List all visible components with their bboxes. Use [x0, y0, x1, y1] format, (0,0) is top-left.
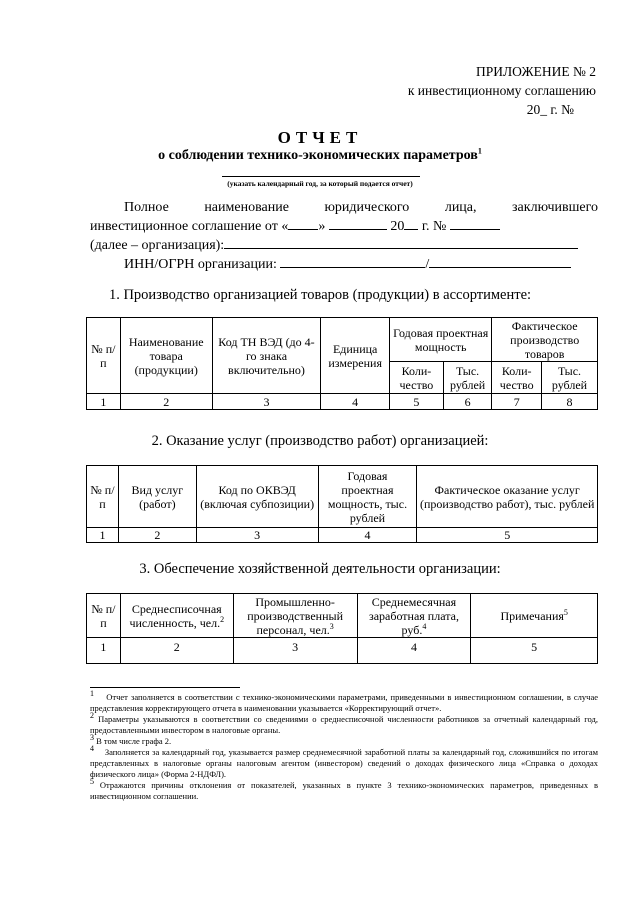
- col-header-design-capacity: Годовая проектная мощность: [389, 318, 491, 362]
- table-row: [87, 528, 598, 543]
- appendix-agreement: к инвестиционному соглашению: [407, 83, 596, 98]
- footnote-5: 5 Отражаются причины отклонения от показателей, указанных в пункте 3 технико-экономических параметров, приведенных в инвестиционном соглашении.: [90, 777, 599, 801]
- column-number: 5: [389, 394, 443, 410]
- column-number: 4: [321, 394, 390, 410]
- inn-field[interactable]: [280, 255, 425, 268]
- col-header-unit: Единица измерения: [321, 318, 390, 394]
- report-title: ОТЧЕТ: [277, 128, 363, 147]
- col-header-thousand-rub: Тыс. рублей: [443, 362, 492, 394]
- col-header-industrial-staff: Промышленно-производственный персонал, чел.$^3$: [233, 594, 357, 638]
- col-header-headcount: Среднесписочная численность, чел.$^2$: [120, 594, 233, 638]
- col-header-number: № п/п: [87, 318, 121, 394]
- column-number: 7: [492, 394, 542, 410]
- col-header-okved-code: Код по ОКВЭД (включая субпозиции): [196, 466, 318, 528]
- column-number: 5: [471, 638, 598, 664]
- section-2-title: 2. Оказание услуг (производство работ) организацией:: [151, 433, 489, 449]
- col-header-quantity: Коли-чество: [389, 362, 443, 394]
- column-number: 1: [87, 528, 119, 543]
- footnote-ref-1: 1: [477, 146, 482, 156]
- column-number: 4: [318, 528, 417, 543]
- column-number: 1: [87, 394, 121, 410]
- products-table: [86, 317, 598, 410]
- footnotes: [90, 689, 599, 802]
- column-number: 3: [196, 528, 318, 543]
- org-name-field[interactable]: [224, 236, 578, 249]
- table-row: [87, 394, 598, 410]
- footnote-2: 2 Параметры указываются в соответствии со сведениями о среднесписочной численности работников за отчетный календарный год, предоставленными инвестором в налоговые органы.: [90, 711, 598, 735]
- agreement-month-field[interactable]: [329, 217, 387, 230]
- column-number: 8: [542, 394, 598, 410]
- column-number: 3: [233, 638, 357, 664]
- col-header-quantity: Коли-чество: [492, 362, 542, 394]
- agreement-day-field[interactable]: [288, 217, 318, 230]
- org-line-4: ИНН/ОГРН организации: /: [124, 255, 598, 274]
- footnote-4: 4 Заполняется за календарный год, указывается размер среднемесячной заработной платы за календарный год, сложившийся по итогам представленных в налоговые органы налоговым агентом (инвестором) сведений о доходах физического лица «Справка о доходах физического лица» (Форма 2-НДФЛ).: [90, 744, 599, 779]
- report-subtitle: [0, 148, 640, 164]
- report-subtitle-text: о соблюдении технико-экономических параметров: [158, 148, 478, 163]
- table-row: [87, 638, 598, 664]
- section-1-title: 1. Производство организацией товаров (продукции) в ассортименте:: [108, 287, 532, 303]
- column-number: 1: [87, 638, 121, 664]
- appendix-date: 20_ г. №: [526, 102, 574, 117]
- footnote-ref-5: 5: [563, 607, 568, 617]
- footnote-separator: [90, 687, 240, 688]
- services-table: [86, 465, 598, 543]
- footnote-ref-3: 3: [329, 621, 334, 631]
- footnote-ref-2: 2: [220, 614, 225, 624]
- col-header-tnved-code: Код ТН ВЭД (до 4-го знака включительно): [212, 318, 321, 394]
- col-header-thousand-rub: Тыс. рублей: [542, 362, 598, 394]
- col-header-number: № п/п: [87, 466, 119, 528]
- org-line-3: (далее – организация):: [90, 236, 598, 255]
- year-field-line[interactable]: [222, 176, 420, 177]
- col-header-service-type: Вид услуг (работ): [118, 466, 196, 528]
- col-header-actual-services: Фактическое оказание услуг (производство работ), тыс. рублей: [417, 466, 598, 528]
- ogrn-field[interactable]: [429, 255, 571, 268]
- column-number: 2: [120, 394, 212, 410]
- operations-table: [86, 593, 598, 664]
- column-number: 6: [443, 394, 492, 410]
- appendix-number: ПРИЛОЖЕНИЕ № 2: [475, 64, 596, 79]
- agreement-year-field[interactable]: [404, 217, 418, 230]
- column-number: 4: [357, 638, 471, 664]
- column-number: 5: [417, 528, 598, 543]
- footnote-3: 3 В том числе графа 2.: [90, 733, 172, 746]
- col-header-design-capacity: Годовая проектная мощность, тыс. рублей: [318, 466, 417, 528]
- column-number: 3: [212, 394, 321, 410]
- col-header-number: № п/п: [87, 594, 121, 638]
- col-header-avg-salary: Среднемесячная заработная плата, руб.$^4$: [357, 594, 471, 638]
- column-number: 2: [118, 528, 196, 543]
- footnote-1: 1 Отчет заполняется в соответствии с технико-экономическими параметрами, приведенными в инвестиционном соглашении, в случае представления корректирующего отчета в наименовании указывается «Корректирующий отчет».: [90, 689, 598, 713]
- agreement-number-field[interactable]: [450, 217, 500, 230]
- org-line-2: инвестиционное соглашение от « » 20 г. №: [90, 217, 598, 236]
- section-3-title: 3. Обеспечение хозяйственной деятельности организации:: [139, 561, 501, 577]
- footnote-ref-4: 4: [422, 621, 427, 631]
- org-line-1: Полное наименование юридического лица, заключившего: [124, 200, 599, 215]
- appendix-header: [408, 62, 596, 119]
- column-number: 2: [120, 638, 233, 664]
- col-header-actual-production: Фактическое производство товаров: [492, 318, 598, 362]
- year-caption: (указать календарный год, за который подается отчет): [227, 179, 413, 188]
- col-header-notes: Примечания$^5$: [471, 594, 598, 638]
- col-header-product-name: Наименование товара (продукции): [120, 318, 212, 394]
